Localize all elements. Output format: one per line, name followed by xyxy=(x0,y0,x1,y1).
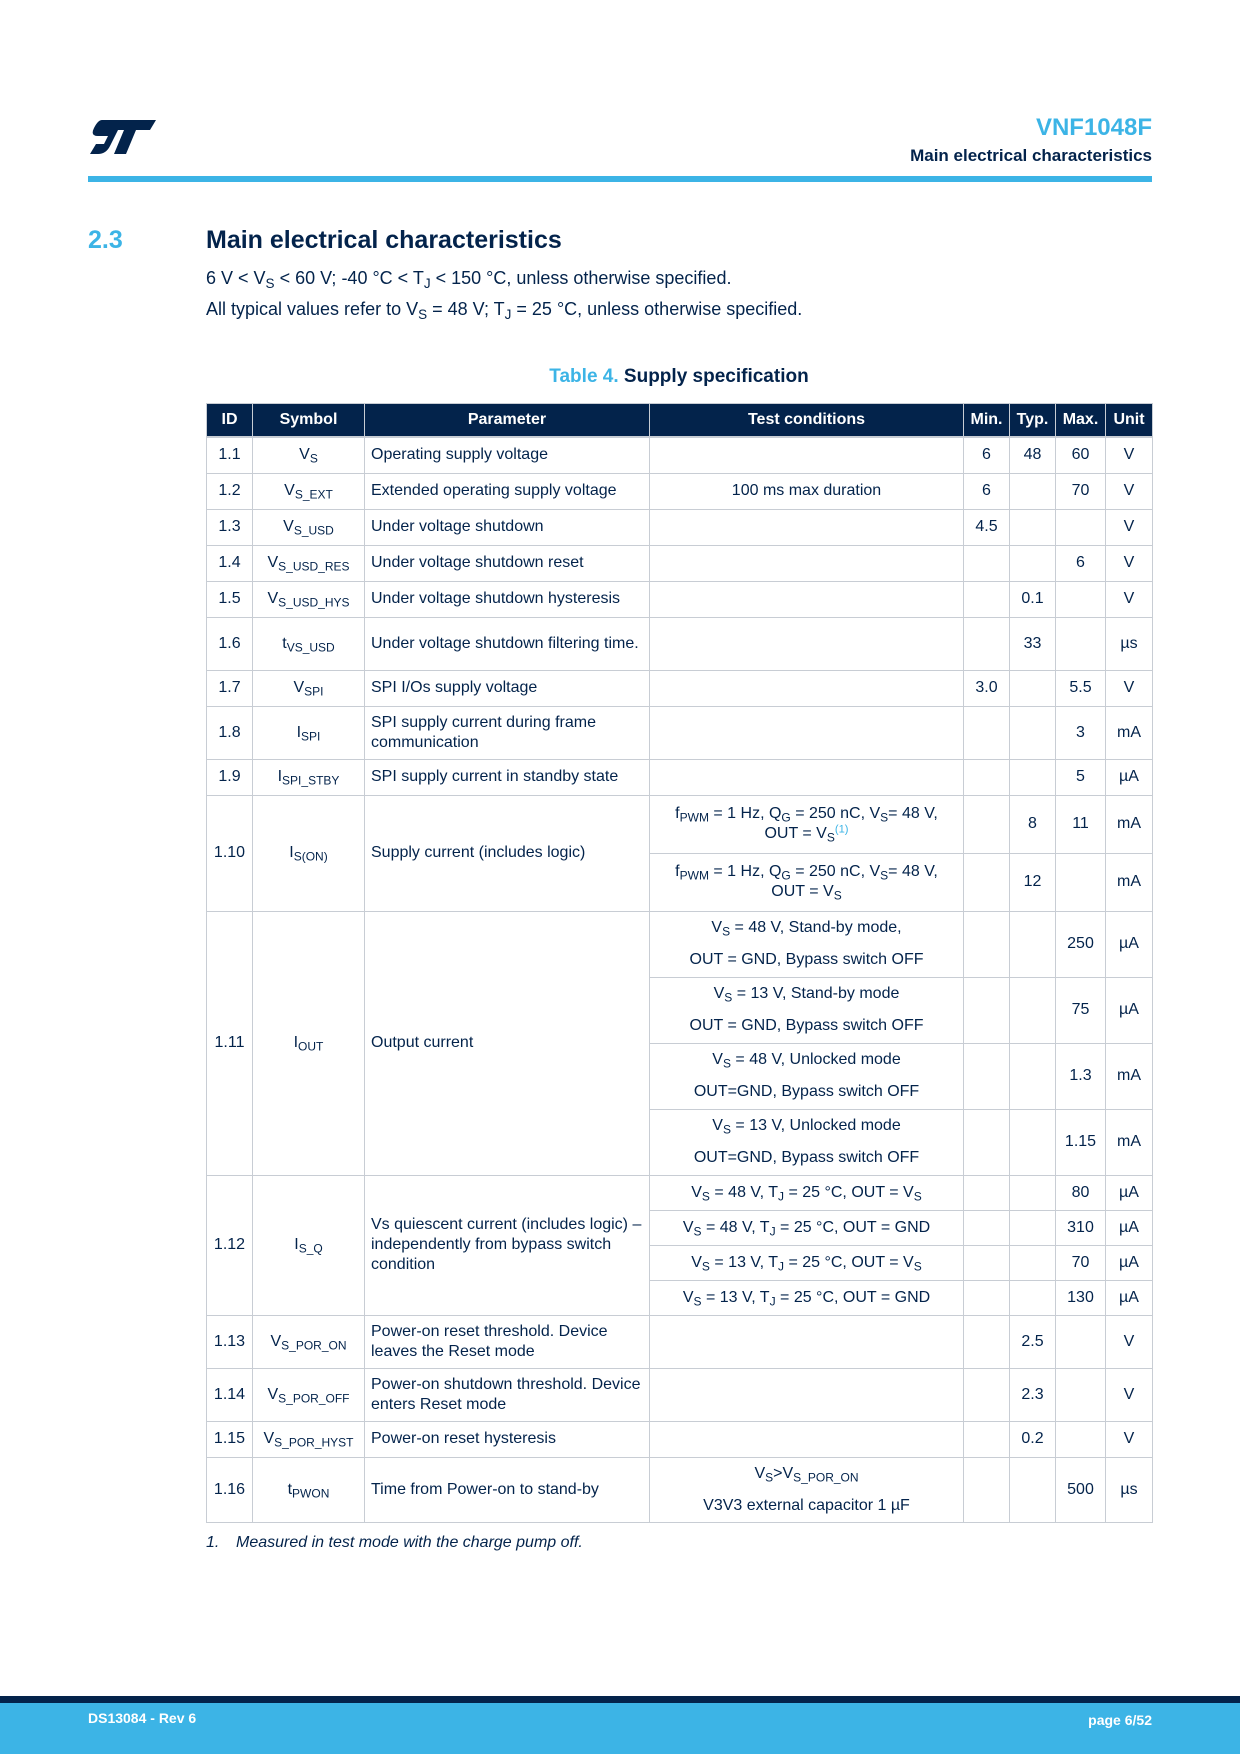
cell-symbol: $t_{PWON}$ xyxy=(253,1457,365,1522)
cell-typ: 0.2 xyxy=(1010,1421,1056,1457)
cell-symbol: $I_{S(ON)}$ xyxy=(253,795,365,911)
table-row xyxy=(207,795,1153,853)
cell-unit: µA xyxy=(1106,759,1153,795)
cell-typ xyxy=(1010,1457,1056,1522)
col-header-test-conditions: Test conditions xyxy=(650,404,964,438)
col-header-id: ID xyxy=(207,404,253,438)
table-row xyxy=(207,1421,1153,1457)
cell-symbol: $V_{S\_POR\_OFF}$ xyxy=(253,1368,365,1421)
cell-unit: mA xyxy=(1106,706,1153,759)
cell-min: 6 xyxy=(964,437,1010,473)
cell-typ: 0.1 xyxy=(1010,581,1056,617)
cell-id: 1.15 xyxy=(207,1421,253,1457)
cell-min xyxy=(964,911,1010,977)
table-row xyxy=(207,473,1153,509)
cell-id: 1.13 xyxy=(207,1315,253,1368)
cell-parameter: Operating supply voltage xyxy=(365,437,650,473)
cell-test-conditions xyxy=(650,706,964,759)
cell-min xyxy=(964,1315,1010,1368)
cell-max: 70 xyxy=(1056,473,1106,509)
cell-typ: 33 xyxy=(1010,617,1056,670)
cell-parameter: SPI supply current during frame communication xyxy=(365,706,650,759)
cell-min xyxy=(964,1368,1010,1421)
cell-min xyxy=(964,1043,1010,1109)
table-footnote: 1. Measured in test mode with the charge pump off. xyxy=(206,1534,583,1551)
cell-typ xyxy=(1010,706,1056,759)
supply-specification-table xyxy=(206,403,1153,1523)
cell-max xyxy=(1056,1421,1106,1457)
cell-typ: 12 xyxy=(1010,853,1056,911)
cell-min xyxy=(964,759,1010,795)
cell-parameter: Output current xyxy=(365,911,650,1175)
cell-typ xyxy=(1010,1043,1056,1109)
cell-unit: V xyxy=(1106,1315,1153,1368)
cell-symbol: $V_{S\_POR\_ON}$ xyxy=(253,1315,365,1368)
table-row xyxy=(207,509,1153,545)
cell-test-conditions: 100 ms max duration xyxy=(650,473,964,509)
cell-max: 310 xyxy=(1056,1210,1106,1245)
cell-test-conditions xyxy=(650,1421,964,1457)
cell-unit: V xyxy=(1106,1368,1153,1421)
cell-parameter: Vs quiescent current (includes logic) – independently from bypass switch condition xyxy=(365,1175,650,1315)
cell-id: 1.4 xyxy=(207,545,253,581)
cell-test-conditions xyxy=(650,509,964,545)
cell-parameter: SPI I/Os supply voltage xyxy=(365,670,650,706)
col-header-unit: Unit xyxy=(1106,404,1153,438)
table-row xyxy=(207,437,1153,473)
cell-max: 80 xyxy=(1056,1175,1106,1210)
cell-id: 1.5 xyxy=(207,581,253,617)
cell-typ xyxy=(1010,1175,1056,1210)
table-row xyxy=(207,617,1153,670)
cell-min xyxy=(964,1280,1010,1315)
cell-id: 1.14 xyxy=(207,1368,253,1421)
cell-max: 3 xyxy=(1056,706,1106,759)
cell-typ xyxy=(1010,977,1056,1043)
cell-typ: 2.3 xyxy=(1010,1368,1056,1421)
cell-max: 11 xyxy=(1056,795,1106,853)
cell-test-conditions: $V_S>V_{S\_POR\_ON}$ V3V3 external capacitor 1 µF xyxy=(650,1457,964,1522)
cell-min xyxy=(964,581,1010,617)
cell-max xyxy=(1056,1315,1106,1368)
footer-rule xyxy=(0,1696,1240,1703)
cell-typ xyxy=(1010,545,1056,581)
cell-id: 1.7 xyxy=(207,670,253,706)
col-header-symbol: Symbol xyxy=(253,404,365,438)
table-header-row xyxy=(207,404,1153,438)
cell-unit: µA xyxy=(1106,977,1153,1043)
cell-symbol: $V_{S\_USD\_HYS}$ xyxy=(253,581,365,617)
cell-max xyxy=(1056,617,1106,670)
cell-unit: µA xyxy=(1106,1280,1153,1315)
cell-parameter: Power-on shutdown threshold. Device enters Reset mode xyxy=(365,1368,650,1421)
cell-min: 6 xyxy=(964,473,1010,509)
cell-unit: µA xyxy=(1106,1245,1153,1280)
cell-typ: 48 xyxy=(1010,437,1056,473)
cell-min xyxy=(964,1245,1010,1280)
table-caption: Table 4. Supply specification xyxy=(549,366,809,387)
cell-max: 130 xyxy=(1056,1280,1106,1315)
cell-parameter: Time from Power-on to stand-by xyxy=(365,1457,650,1522)
cell-parameter: Extended operating supply voltage xyxy=(365,473,650,509)
cell-symbol: $V_S$ xyxy=(253,437,365,473)
cell-id: 1.8 xyxy=(207,706,253,759)
col-header-max: Max. xyxy=(1056,404,1106,438)
cell-parameter: Supply current (includes logic) xyxy=(365,795,650,911)
cell-max: 6 xyxy=(1056,545,1106,581)
cell-unit: mA xyxy=(1106,795,1153,853)
cell-parameter: Power-on reset threshold. Device leaves the Reset mode xyxy=(365,1315,650,1368)
cell-unit: mA xyxy=(1106,1109,1153,1175)
cell-typ: 2.5 xyxy=(1010,1315,1056,1368)
cell-test-conditions: $f_{PWM} = 1$ Hz, $Q_G = 250$ nC, $V_S= 48$ V, OUT = $V_S^{(1)}$ xyxy=(650,795,964,853)
cell-symbol: $I_{SPI}$ xyxy=(253,706,365,759)
cell-max xyxy=(1056,581,1106,617)
typical-conditions: All typical values refer to $V_S = 48$ V; $T_J = 25$ °C, unless otherwise specified. xyxy=(206,299,803,322)
cell-unit: V xyxy=(1106,670,1153,706)
cell-min: 3.0 xyxy=(964,670,1010,706)
cell-min xyxy=(964,1457,1010,1522)
cell-unit: V xyxy=(1106,509,1153,545)
col-header-min: Min. xyxy=(964,404,1010,438)
cell-max xyxy=(1056,1368,1106,1421)
cell-id: 1.1 xyxy=(207,437,253,473)
cell-typ: 8 xyxy=(1010,795,1056,853)
table-row xyxy=(207,759,1153,795)
cell-unit: V xyxy=(1106,473,1153,509)
page-number: page 6/52 xyxy=(1088,1712,1152,1728)
col-header-typ: Typ. xyxy=(1010,404,1056,438)
cell-parameter: Under voltage shutdown reset xyxy=(365,545,650,581)
cell-min xyxy=(964,1421,1010,1457)
table-row xyxy=(207,545,1153,581)
document-title: VNF1048F xyxy=(1035,114,1152,141)
cell-typ xyxy=(1010,911,1056,977)
cell-unit: mA xyxy=(1106,853,1153,911)
footnote-ref[interactable]: (1) xyxy=(834,823,849,836)
document-subtitle: Main electrical characteristics xyxy=(910,146,1152,165)
cell-test-conditions: $V_S = 48$ V, $T_J = 25$ °C, OUT = GND xyxy=(650,1210,964,1245)
cell-parameter: Under voltage shutdown filtering time. xyxy=(365,617,650,670)
table-row xyxy=(207,1457,1153,1522)
cell-unit: µs xyxy=(1106,1457,1153,1522)
table-row xyxy=(207,670,1153,706)
cell-parameter: Under voltage shutdown xyxy=(365,509,650,545)
cell-test-conditions xyxy=(650,1368,964,1421)
cell-test-conditions xyxy=(650,759,964,795)
cell-symbol: $I_{S\_Q}$ xyxy=(253,1175,365,1315)
table-row xyxy=(207,1368,1153,1421)
col-header-parameter: Parameter xyxy=(365,404,650,438)
cell-max: 1.15 xyxy=(1056,1109,1106,1175)
cell-parameter: Power-on reset hysteresis xyxy=(365,1421,650,1457)
cell-min xyxy=(964,545,1010,581)
cell-min xyxy=(964,617,1010,670)
cell-min xyxy=(964,1210,1010,1245)
cell-typ xyxy=(1010,1210,1056,1245)
cell-min: 4.5 xyxy=(964,509,1010,545)
cell-symbol: $t_{VS\_USD}$ xyxy=(253,617,365,670)
cell-min xyxy=(964,706,1010,759)
cell-test-conditions: $V_S = 48$ V, Stand-by mode, OUT = GND, Bypass switch OFF xyxy=(650,911,964,977)
cell-test-conditions xyxy=(650,617,964,670)
cell-id: 1.16 xyxy=(207,1457,253,1522)
cell-unit: mA xyxy=(1106,1043,1153,1109)
cell-unit: V xyxy=(1106,581,1153,617)
cell-test-conditions: $V_S = 13$ V, $T_J = 25$ °C, OUT = $V_S$ xyxy=(650,1245,964,1280)
table-row xyxy=(207,1175,1153,1210)
cell-min xyxy=(964,1109,1010,1175)
cell-max xyxy=(1056,853,1106,911)
cell-id: 1.10 xyxy=(207,795,253,911)
cell-symbol: $I_{OUT}$ xyxy=(253,911,365,1175)
cell-unit: V xyxy=(1106,545,1153,581)
cell-id: 1.6 xyxy=(207,617,253,670)
cell-min xyxy=(964,795,1010,853)
cell-symbol: $V_{S\_POR\_HYST}$ xyxy=(253,1421,365,1457)
cell-max: 60 xyxy=(1056,437,1106,473)
cell-test-conditions xyxy=(650,670,964,706)
cell-unit: µA xyxy=(1106,1175,1153,1210)
cell-test-conditions: $V_S = 48$ V, Unlocked mode OUT=GND, Bypass switch OFF xyxy=(650,1043,964,1109)
cell-typ xyxy=(1010,670,1056,706)
cell-symbol: $V_{S\_USD}$ xyxy=(253,509,365,545)
cell-parameter: SPI supply current in standby state xyxy=(365,759,650,795)
header-rule xyxy=(88,176,1152,182)
cell-test-conditions xyxy=(650,545,964,581)
cell-symbol: $V_{S\_USD\_RES}$ xyxy=(253,545,365,581)
operating-conditions: 6 $V < V_S < 60$ V; -40 $^\circ C < T_J < 150$ °C, unless otherwise specified. xyxy=(206,268,732,291)
cell-symbol: $I_{SPI\_STBY}$ xyxy=(253,759,365,795)
table-row xyxy=(207,581,1153,617)
cell-unit: V xyxy=(1106,1421,1153,1457)
cell-max xyxy=(1056,509,1106,545)
cell-id: 1.3 xyxy=(207,509,253,545)
cell-max: 5.5 xyxy=(1056,670,1106,706)
cell-max: 500 xyxy=(1056,1457,1106,1522)
cell-typ xyxy=(1010,1280,1056,1315)
cell-symbol: $V_{SPI}$ xyxy=(253,670,365,706)
cell-unit: V xyxy=(1106,437,1153,473)
cell-test-conditions: $V_S = 13$ V, $T_J = 25$ °C, OUT = GND xyxy=(650,1280,964,1315)
cell-max: 75 xyxy=(1056,977,1106,1043)
section-title: Main electrical characteristics xyxy=(206,226,562,254)
cell-test-conditions xyxy=(650,437,964,473)
cell-min xyxy=(964,1175,1010,1210)
cell-typ xyxy=(1010,473,1056,509)
cell-id: 1.2 xyxy=(207,473,253,509)
cell-max: 5 xyxy=(1056,759,1106,795)
cell-symbol: $V_{S\_EXT}$ xyxy=(253,473,365,509)
cell-unit: µA xyxy=(1106,1210,1153,1245)
cell-test-conditions xyxy=(650,581,964,617)
st-logo-icon xyxy=(88,118,158,158)
document-revision: DS13084 - Rev 6 xyxy=(88,1710,197,1726)
cell-typ xyxy=(1010,1109,1056,1175)
cell-parameter: Under voltage shutdown hysteresis xyxy=(365,581,650,617)
cell-max: 1.3 xyxy=(1056,1043,1106,1109)
cell-typ xyxy=(1010,509,1056,545)
cell-max: 70 xyxy=(1056,1245,1106,1280)
cell-max: 250 xyxy=(1056,911,1106,977)
cell-id: 1.12 xyxy=(207,1175,253,1315)
table-row xyxy=(207,706,1153,759)
cell-unit: µA xyxy=(1106,911,1153,977)
table-row xyxy=(207,1315,1153,1368)
cell-typ xyxy=(1010,759,1056,795)
cell-min xyxy=(964,977,1010,1043)
table-row xyxy=(207,911,1153,977)
cell-unit: µs xyxy=(1106,617,1153,670)
cell-test-conditions: $V_S = 13$ V, Unlocked mode OUT=GND, Bypass switch OFF xyxy=(650,1109,964,1175)
cell-id: 1.9 xyxy=(207,759,253,795)
cell-id: 1.11 xyxy=(207,911,253,1175)
cell-test-conditions: $V_S = 48$ V, $T_J = 25$ °C, OUT = $V_S$ xyxy=(650,1175,964,1210)
section-number: 2.3 xyxy=(88,226,123,254)
cell-min xyxy=(964,853,1010,911)
cell-test-conditions xyxy=(650,1315,964,1368)
cell-test-conditions: $f_{PWM} = 1$ Hz, $Q_G = 250$ nC, $V_S= 48$ V, OUT = $V_S$ xyxy=(650,853,964,911)
cell-test-conditions: $V_S = 13$ V, Stand-by mode OUT = GND, Bypass switch OFF xyxy=(650,977,964,1043)
cell-typ xyxy=(1010,1245,1056,1280)
